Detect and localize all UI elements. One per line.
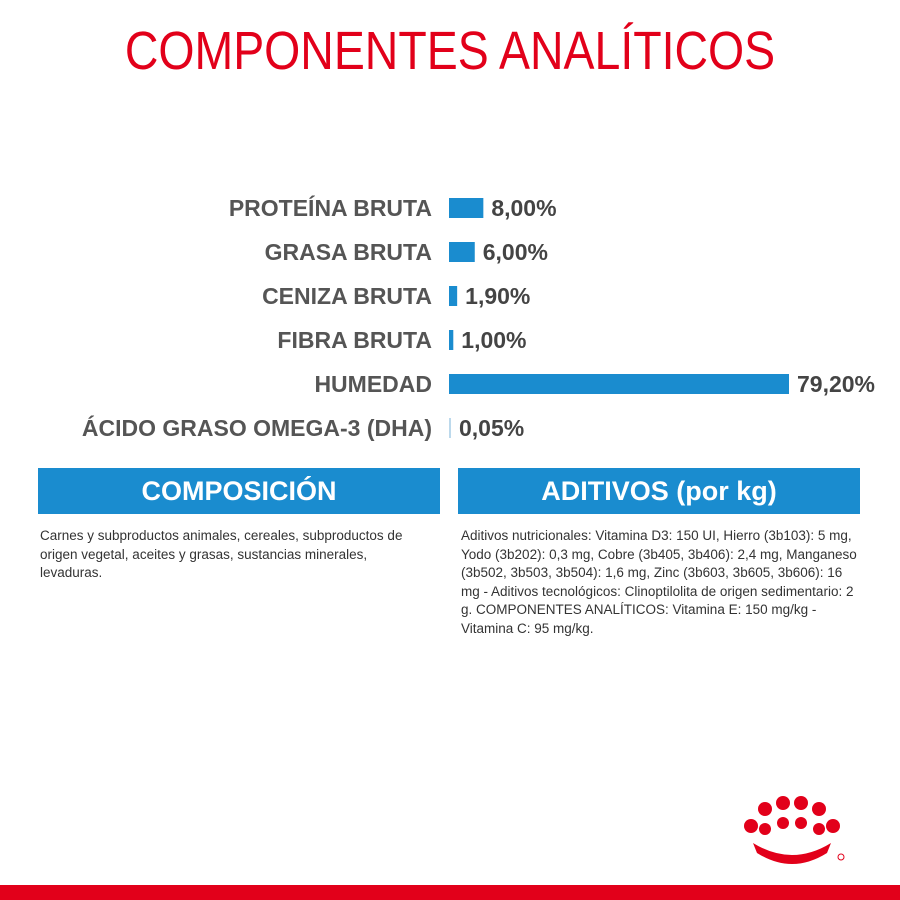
- value-label: 6,00%: [482, 239, 548, 265]
- bar: [449, 198, 483, 218]
- aditivos-text: Aditivos nutricionales: Vitamina D3: 150 UI, Hierro (3b103): 5 mg, Yodo (3b202): 0,3 mg, Cobre (3b405, 3b406): 2,4 mg, Manganeso (3b502, 3b503, 3b504): 1,6 mg, Zinc (3b603, 3b605, 3b606): 16 mg - Aditivos tecnológicos: Clinoptilolita de origen sedimentario: 2 g. COMPONENTES ANALÍTICOS: Vitamina E: 150 mg/kg - Vitamina C: 95 mg/kg.: [461, 528, 857, 636]
- value-label: 1,90%: [465, 283, 531, 309]
- bottom-bar: [0, 885, 900, 900]
- category-label: ÁCIDO GRASO OMEGA-3 (DHA): [81, 415, 432, 441]
- aditivos-header: ADITIVOS (por kg): [458, 468, 860, 514]
- bar: [449, 418, 451, 438]
- category-label: HUMEDAD: [314, 371, 432, 397]
- category-label: FIBRA BRUTA: [277, 327, 432, 353]
- bar: [449, 242, 475, 262]
- composicion-text: Carnes y subproductos animales, cereales, subproductos de origen vegetal, aceites y grasas, sustancias minerales, levaduras.: [40, 528, 403, 580]
- bar: [449, 330, 453, 350]
- composicion-header: COMPOSICIÓN: [38, 468, 440, 514]
- category-label: PROTEÍNA BRUTA: [228, 195, 432, 221]
- category-label: GRASA BRUTA: [264, 239, 432, 265]
- category-label: CENIZA BRUTA: [262, 283, 432, 309]
- value-label: 1,00%: [461, 327, 527, 353]
- value-label: 79,20%: [797, 371, 876, 397]
- bar: [449, 374, 789, 394]
- royal-crown-logo-icon: [735, 793, 855, 873]
- value-label: 8,00%: [491, 195, 557, 221]
- bar: [449, 286, 457, 306]
- page-title: COMPONENTES ANALÍTICOS: [124, 21, 776, 81]
- nutrient-bar-chart: [0, 180, 900, 450]
- value-label: 0,05%: [459, 415, 525, 441]
